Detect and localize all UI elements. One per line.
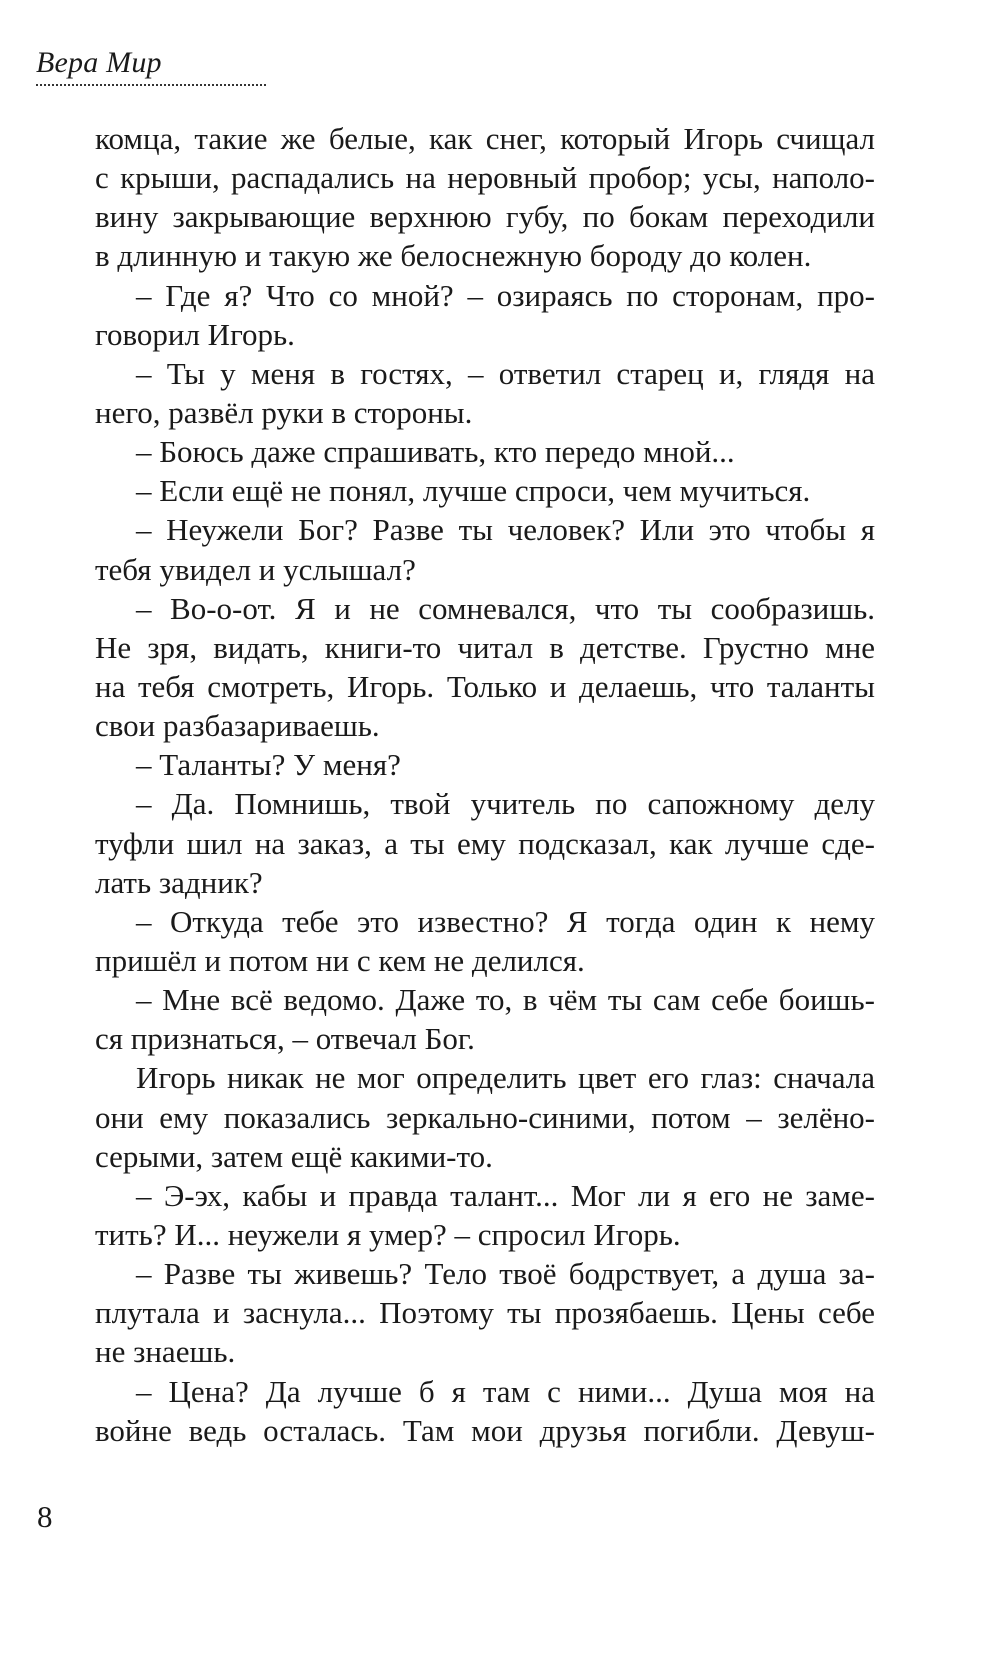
text-line: него, развёл руки в стороны.: [95, 394, 473, 430]
text-line: Не зря, видать, книги-то читал в детстве. Грустно мне: [95, 629, 875, 665]
text-line: тебя увидел и услышал?: [95, 551, 416, 587]
text-line: говорил Игорь.: [95, 316, 295, 352]
text-line: комца, такие же белые, как снег, который Игорь счищал: [95, 121, 875, 156]
text-line: – Ты у меня в гостях, – ответил старец и, глядя на: [136, 355, 875, 391]
text-line: тить? И... неужели я умер? – спросил Игорь.: [95, 1216, 681, 1252]
text-line: они ему показались зеркально-синими, потом – зелёно-: [95, 1099, 875, 1135]
text-line: свои разбазариваешь.: [95, 708, 380, 744]
text-line: – Да. Помнишь, твой учитель по сапожному делу: [136, 786, 875, 822]
text-line: туфли шил на заказ, а ты ему подсказал, как лучше сде-: [95, 825, 875, 861]
text-line: – Боюсь даже спрашивать, кто передо мной...: [136, 434, 735, 470]
text-line: – Цена? Да лучше б я там с ними... Душа моя на: [136, 1373, 875, 1409]
text-line: – Мне всё ведомо. Даже то, в чём ты сам себе боишь-: [136, 982, 875, 1018]
text-line: на тебя смотреть, Игорь. Только и делаешь, что таланты: [95, 668, 875, 704]
text-line: в длинную и такую же белоснежную бороду до колен.: [95, 238, 812, 274]
text-line: лать задник?: [95, 864, 263, 900]
text-line: плутала и заснула... Поэтому ты прозябаешь. Цены себе: [95, 1295, 875, 1331]
text-line: – Откуда тебе это известно? Я тогда один к нему: [136, 903, 875, 939]
text-line: ся признаться, – отвечал Бог.: [95, 1021, 475, 1057]
text-line: – Таланты? У меня?: [136, 747, 401, 783]
text-line: – Где я? Что со мной? – озираясь по сторонам, про-: [136, 277, 875, 313]
text-line: – Если ещё не понял, лучше спроси, чем мучиться.: [136, 473, 811, 509]
page-number: 8: [37, 1499, 53, 1534]
text-line: серыми, затем ещё какими-то.: [95, 1138, 493, 1174]
text-line: не знаешь.: [95, 1334, 236, 1370]
text-line: Игорь никак не мог определить цвет его глаз: сначала: [136, 1060, 875, 1096]
body-text: [95, 119, 875, 1450]
text-line: – Неужели Бог? Разве ты человек? Или это чтобы я: [136, 512, 875, 548]
text-line: с крыши, распадались на неровный пробор; усы, наполо-: [95, 160, 875, 196]
text-line: вину закрывающие верхнюю губу, по бокам переходили: [95, 199, 875, 235]
text-line: – Разве ты живешь? Тело твоё бодрствует, а душа за-: [136, 1256, 875, 1292]
running-head-author: Вера Мир: [36, 44, 266, 86]
text-line: войне ведь осталась. Там мои друзья погибли. Девуш-: [95, 1412, 875, 1448]
text-line: – Во-о-от. Я и не сомневался, что ты сообразишь.: [136, 590, 875, 626]
text-line: – Э-эх, кабы и правда талант... Мог ли я его не заме-: [136, 1177, 875, 1213]
text-line: пришёл и потом ни с кем не делился.: [95, 942, 585, 978]
